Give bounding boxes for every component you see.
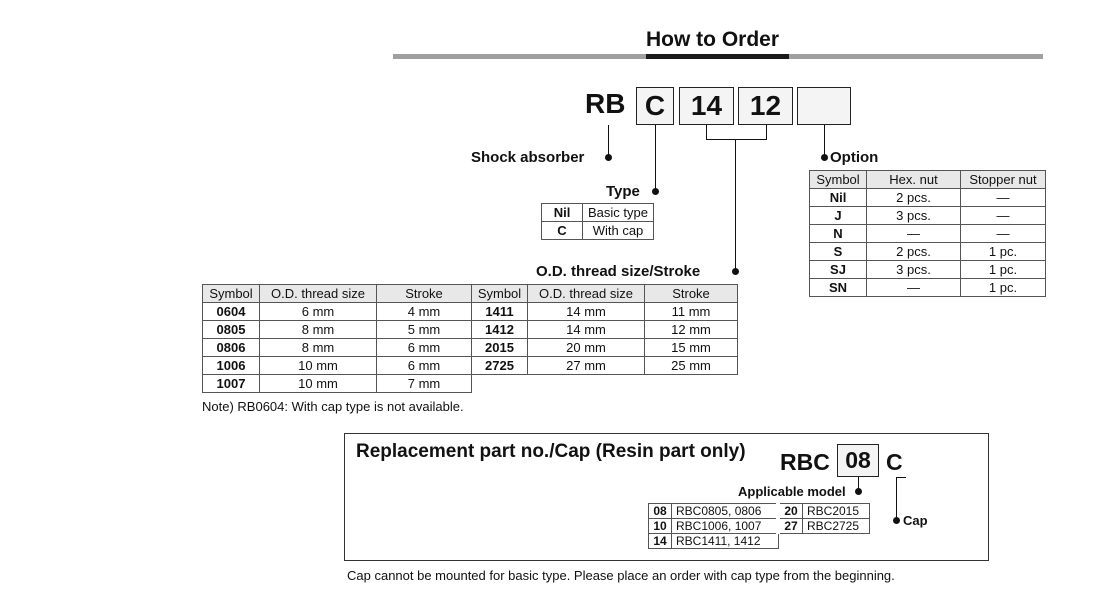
table-cell: 14 mm xyxy=(528,303,645,321)
table-cell: 1412 xyxy=(472,321,528,339)
table-cell: 10 mm xyxy=(260,357,377,375)
table-cell: 12 mm xyxy=(645,321,738,339)
table-cell: N xyxy=(810,225,867,243)
thread-stroke-table xyxy=(202,284,738,393)
dot-option xyxy=(821,154,828,161)
col-header: O.D. thread size xyxy=(528,285,645,303)
table-cell: 14 xyxy=(649,534,672,549)
table-cell: J xyxy=(810,207,867,225)
table-row xyxy=(810,279,1046,297)
table-row xyxy=(203,339,738,357)
replacement-title: Replacement part no./Cap (Resin part only) xyxy=(356,441,746,462)
table-cell: — xyxy=(961,189,1046,207)
table-cell: — xyxy=(961,207,1046,225)
table-cell: 1 pc. xyxy=(961,243,1046,261)
table-row xyxy=(203,357,738,375)
col-header: Stroke xyxy=(645,285,738,303)
table-row xyxy=(203,321,738,339)
table-cell: 8 mm xyxy=(260,339,377,357)
col-header: Symbol xyxy=(203,285,260,303)
table-cell: 0805 xyxy=(203,321,260,339)
table-cell: 11 mm xyxy=(645,303,738,321)
table-cell: — xyxy=(867,225,961,243)
leader-cap xyxy=(896,477,897,521)
table-cell: Nil xyxy=(810,189,867,207)
table-row xyxy=(542,204,654,222)
replacement-suffix: C xyxy=(886,449,903,475)
code-stroke-box: 12 xyxy=(738,87,793,125)
dot-shock xyxy=(605,154,612,161)
table-cell: 5 mm xyxy=(377,321,472,339)
table-cell-empty xyxy=(472,375,528,393)
type-table xyxy=(541,203,654,240)
leader-type xyxy=(655,125,656,191)
col-header: Symbol xyxy=(472,285,528,303)
table-cell: S xyxy=(810,243,867,261)
label-type: Type xyxy=(606,183,640,200)
leader-cap-h xyxy=(896,477,906,478)
label-od-thread: O.D. thread size/Stroke xyxy=(536,263,701,280)
table-cell: 2 pcs. xyxy=(867,243,961,261)
label-option: Option xyxy=(830,149,879,166)
table-cell-empty xyxy=(645,375,738,393)
leader-shock xyxy=(608,125,609,157)
table-cell-empty xyxy=(528,375,645,393)
table-row xyxy=(810,207,1046,225)
table-cell: RBC0805, 0806 xyxy=(672,504,779,519)
table-cell: 2725 xyxy=(472,357,528,375)
table-cell: 27 mm xyxy=(528,357,645,375)
replacement-model-box: 08 xyxy=(837,444,879,477)
table-cell-empty xyxy=(803,534,870,549)
table-cell: RBC2725 xyxy=(803,519,870,534)
table-cell: RBC2015 xyxy=(803,504,870,519)
table-row xyxy=(649,519,870,534)
table-cell: 1 pc. xyxy=(961,261,1046,279)
table-cell: 4 mm xyxy=(377,303,472,321)
title-rule-accent xyxy=(646,54,789,59)
page-title: How to Order xyxy=(646,28,780,51)
table-cell: 7 mm xyxy=(377,375,472,393)
table-row xyxy=(649,504,870,519)
table-row xyxy=(810,261,1046,279)
col-header: Hex. nut xyxy=(867,171,961,189)
table-cell: — xyxy=(961,225,1046,243)
table-cell: 08 xyxy=(649,504,672,519)
table-cell: 20 xyxy=(778,504,803,519)
table-cell-empty xyxy=(778,534,803,549)
table-cell: 10 mm xyxy=(260,375,377,393)
table-cell: 0806 xyxy=(203,339,260,357)
code-option-box xyxy=(797,87,851,125)
type-desc: With cap xyxy=(583,222,654,240)
dot-type xyxy=(652,188,659,195)
table-cell: 10 xyxy=(649,519,672,534)
table-cell: 3 pcs. xyxy=(867,261,961,279)
label-applicable-model: Applicable model xyxy=(738,484,846,499)
table-cell: 14 mm xyxy=(528,321,645,339)
type-symbol: Nil xyxy=(542,204,583,222)
dot-cap xyxy=(893,517,900,524)
leader-join xyxy=(706,139,767,140)
table-row xyxy=(810,189,1046,207)
table-cell: 27 xyxy=(778,519,803,534)
code-type-box: C xyxy=(636,87,674,125)
label-shock-absorber: Shock absorber xyxy=(471,149,585,166)
leader-size xyxy=(706,125,707,139)
leader-thread xyxy=(735,139,736,271)
table-row xyxy=(203,375,738,393)
table-row xyxy=(649,534,870,549)
type-symbol: C xyxy=(542,222,583,240)
table-cell: 6 mm xyxy=(377,357,472,375)
table-cell: 1 pc. xyxy=(961,279,1046,297)
table-cell: 20 mm xyxy=(528,339,645,357)
table-cell: 6 mm xyxy=(260,303,377,321)
table-row xyxy=(542,222,654,240)
table-cell: 25 mm xyxy=(645,357,738,375)
table-cell: 2 pcs. xyxy=(867,189,961,207)
availability-note: Note) RB0604: With cap type is not available. xyxy=(202,399,464,414)
table-cell: 3 pcs. xyxy=(867,207,961,225)
table-cell: 6 mm xyxy=(377,339,472,357)
footer-note: Cap cannot be mounted for basic type. Please place an order with cap type from the beginning. xyxy=(347,568,895,583)
table-cell: 8 mm xyxy=(260,321,377,339)
code-prefix: RB xyxy=(585,88,626,119)
table-header xyxy=(810,171,1046,189)
table-cell: 1007 xyxy=(203,375,260,393)
table-cell: 1411 xyxy=(472,303,528,321)
table-cell: 15 mm xyxy=(645,339,738,357)
leader-stroke xyxy=(766,125,767,139)
table-cell: RBC1006, 1007 xyxy=(672,519,779,534)
col-header: Stroke xyxy=(377,285,472,303)
leader-option xyxy=(824,125,825,157)
table-cell: 1006 xyxy=(203,357,260,375)
table-header xyxy=(203,285,738,303)
table-row xyxy=(203,303,738,321)
table-cell: — xyxy=(867,279,961,297)
code-size-box: 14 xyxy=(679,87,734,125)
col-header: Symbol xyxy=(810,171,867,189)
dot-applicable xyxy=(855,488,862,495)
applicable-model-table xyxy=(648,503,870,549)
table-cell: RBC1411, 1412 xyxy=(672,534,779,549)
replacement-prefix: RBC xyxy=(780,449,830,475)
table-cell: 0604 xyxy=(203,303,260,321)
option-table xyxy=(809,170,1046,297)
table-row xyxy=(810,243,1046,261)
dot-thread xyxy=(732,268,739,275)
table-cell: SN xyxy=(810,279,867,297)
table-cell: SJ xyxy=(810,261,867,279)
type-desc: Basic type xyxy=(583,204,654,222)
table-cell: 2015 xyxy=(472,339,528,357)
label-cap: Cap xyxy=(903,513,928,528)
col-header: O.D. thread size xyxy=(260,285,377,303)
col-header: Stopper nut xyxy=(961,171,1046,189)
table-row xyxy=(810,225,1046,243)
